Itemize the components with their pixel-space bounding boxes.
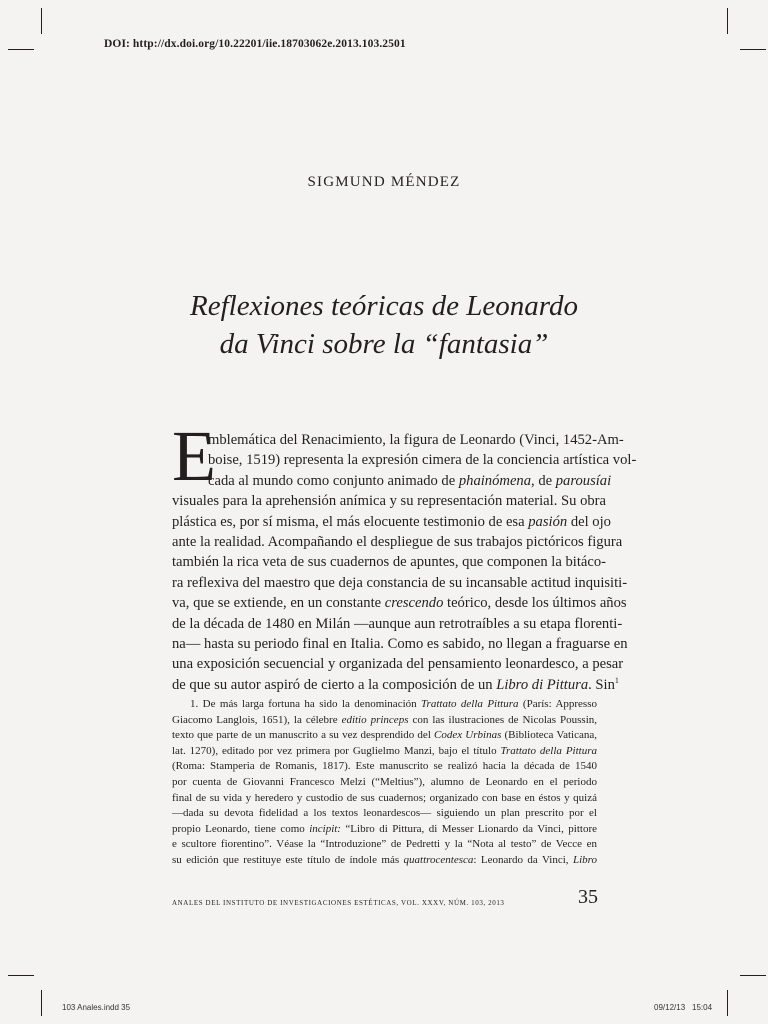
body-line: de que su autor aspiró de cierto a la composición de un Libro di Pittura. Sin$^1$ <box>172 675 619 693</box>
author-name: SIGMUND MÉNDEZ <box>307 174 461 190</box>
body-line: de la década de 1480 en Milán —aunque aun retrotraíbles a su etapa florenti- <box>172 615 623 632</box>
title-line-1: Reflexiones teóricas de Leonardo <box>190 290 578 322</box>
body-line: mblemática del Renacimiento, la figura de Leonardo (Vinci, 1452-Am- <box>208 432 624 448</box>
footnote-line: lat. 1270), editado por vez primera por Guglielmo Manzi, bajo el título Trattato della Pittura <box>172 744 598 757</box>
page-number: 35 <box>578 886 598 908</box>
crop-mark <box>8 975 34 976</box>
body-line: cada al mundo como conjunto animado de phainómena, de parousíai <box>208 472 612 489</box>
body-text <box>172 430 637 695</box>
title-line-2: da Vinci sobre la “fantasia” <box>219 328 549 360</box>
footnote <box>172 697 597 869</box>
body-line: también la rica veta de sus cuadernos de apuntes, que componen la bitáco- <box>172 554 607 571</box>
body-line: plástica es, por sí misma, el más elocuente testimonio de esa pasión del ojo <box>172 513 611 530</box>
crop-mark <box>727 8 728 34</box>
footnote-line: final de su vida y heredero y custodio de sus cuadernos; organizado con base en éstos y quizá <box>172 791 597 804</box>
body-line: ra reflexiva del maestro que deja constancia de su incansable actitud inquisiti- <box>172 574 628 591</box>
crop-mark <box>8 49 34 50</box>
body-line: visuales para la aprehensión anímica y su representación material. Su obra <box>172 493 607 510</box>
body-line: boise, 1519) representa la expresión cimera de la conciencia artística vol- <box>208 452 637 469</box>
footnote-line: propio Leonardo, tiene como incipit: “Libro di Pittura, di Messer Lionardo da Vinci, pittore <box>172 822 597 835</box>
crop-mark <box>727 990 728 1016</box>
crop-mark <box>740 49 766 50</box>
footnote-line: Giacomo Langlois, 1651), la célebre editio princeps con las ilustraciones de Nicolas Poussin, <box>172 713 598 726</box>
footnote-line: texto que parte de un manuscrito a su vez desprendido del Codex Urbinas (Biblioteca Vaticana, <box>172 729 597 742</box>
footnote-line: —dada su devota fidelidad a los textos leonardescos— siguiendo un plan prescrito por el <box>172 807 597 820</box>
running-head: ANALES DEL INSTITUTO DE INVESTIGACIONES ESTÉTICAS, VOL. XXXV, NÚM. 103, 2013 <box>172 899 505 907</box>
footnote-line: 1. De más larga fortuna ha sido la denominación Trattato della Pittura (París: Appresso <box>190 698 597 710</box>
body-line: ante la realidad. Acompañando el despliegue de sus trabajos pictóricos figura <box>172 533 623 550</box>
crop-mark <box>740 975 766 976</box>
article-title <box>0 287 768 363</box>
footnote-line: su edición que restituye este título de índole más quattrocentesca: Leonardo da Vinci, Libro <box>172 853 597 866</box>
slug-file: 103 Anales.indd 35 <box>62 1003 131 1012</box>
footnote-line: (Roma: Stamperia de Romanis, 1817). Este manuscrito se realizó hacia la década de 1540 <box>172 760 597 773</box>
footnote-ref[interactable]: 1 <box>614 675 619 685</box>
body-line: va, que se extiende, en un constante crescendo teórico, desde los últimos años <box>172 595 627 612</box>
crop-mark <box>41 8 42 34</box>
crop-mark <box>41 990 42 1016</box>
body-line: na— hasta su periodo final en Italia. Como es sabido, no llegan a fraguarse en <box>172 635 628 652</box>
slug-date: 09/12/13 <box>654 1003 686 1012</box>
footnote-line: e scultore fiorentino”. Véase la “Introduzione” de Pedretti y la “Nota al testo” de Vecce en <box>172 838 597 851</box>
drop-cap: E <box>172 416 216 496</box>
slug-time: 15:04 <box>692 1003 713 1012</box>
body-line: una exposición secuencial y organizada del pensamiento leonardesco, a pesar <box>172 656 624 673</box>
doi-link[interactable]: DOI: http://dx.doi.org/10.22201/iie.18703062e.2013.103.2501 <box>104 38 406 50</box>
footnote-line: por cuenta de Giovanni Francesco Melzi (“Meltius”), alumno de Leonardo en el periodo <box>172 775 597 788</box>
